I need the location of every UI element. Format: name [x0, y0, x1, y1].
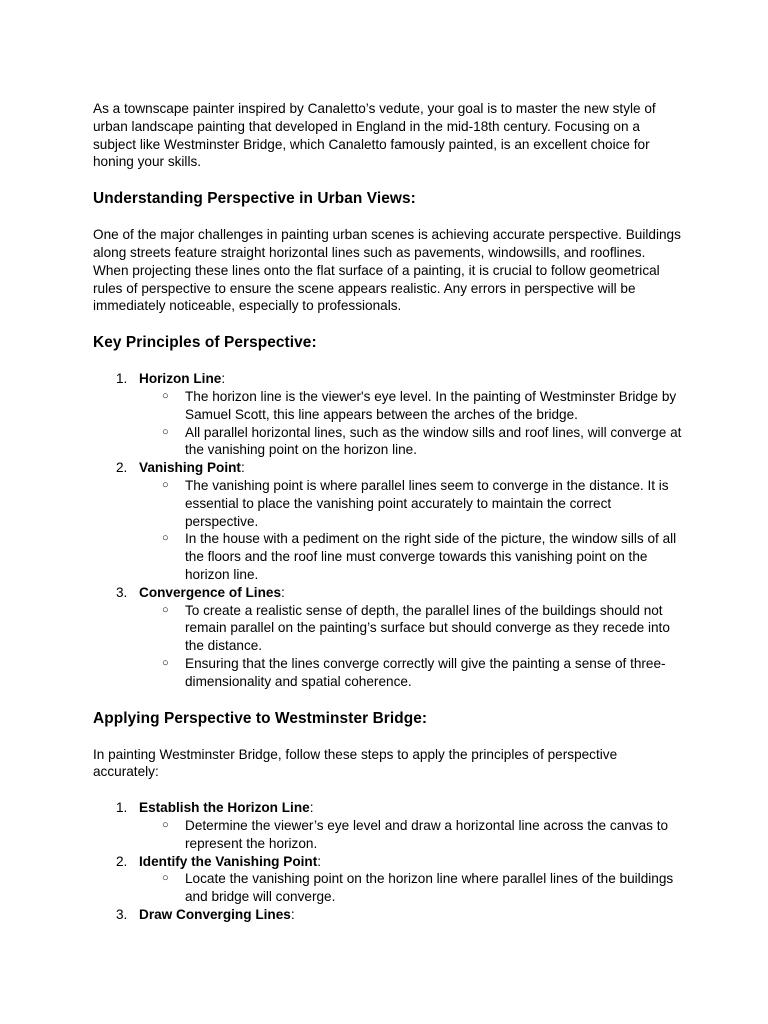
- sub-list: [139, 817, 683, 853]
- sub-list-item: ○ Determine the viewer’s eye level and draw a horizontal line across the canvas to represent the horizon.: [162, 817, 669, 851]
- document-page: [93, 100, 683, 924]
- list-number: 2.: [116, 853, 128, 869]
- hollow-bullet-icon: ○: [162, 656, 169, 669]
- applying-steps-list: [93, 799, 683, 924]
- sub-list: [139, 870, 683, 906]
- list-item-title: Vanishing Point: [139, 460, 241, 476]
- sub-list-item: ○ All parallel horizontal lines, such as the window sills and roof lines, will converge at the vanishing point on the horizon line.: [162, 424, 682, 458]
- list-number: 2.: [116, 460, 128, 476]
- section-paragraph-understanding-perspective: One of the major challenges in painting urban scenes is achieving accurate perspective. Buildings along streets feature straight horizontal lines such as pavements, windowsills, and rooflines. When projecting these lines onto the flat surface of a painting, it is crucial to follow geometrical rules of perspective to ensure the scene appears realistic. Any errors in perspective will be immediately noticeable, especially to professionals.: [93, 227, 681, 314]
- list-item-title: Establish the Horizon Line: [139, 800, 310, 816]
- sub-list: [139, 602, 683, 691]
- list-item-convergence-of-lines: 3. Convergence of Lines: ○ To create a realistic sense of depth, the parallel lines of the buildings should not remain parallel on the painting’s surface but should converge as they recede into the distance. ○ Ensuring that the lines converge correctly will give the painting a sense of three-dimensionality and spatial coherence.: [93, 584, 683, 691]
- intro-paragraph: As a townscape painter inspired by Canaletto’s vedute, your goal is to master the new style of urban landscape painting that developed in England in the mid-18th century. Focusing on a subject like Westminster Bridge, which Canaletto famously painted, is an excellent choice for honing your skills.: [93, 101, 656, 170]
- list-item-title: Horizon Line: [139, 371, 222, 387]
- list-item-vanishing-point: 2. Vanishing Point: ○ The vanishing point is where parallel lines seem to converge in the distance. It is essential to place the vanishing point accurately to maintain the correct perspective. ○ In the house with a pediment on the right side of the picture, the window sills of all the floors and the roof line must converge towards this vanishing point on the horizon line.: [93, 459, 683, 584]
- section-heading-key-principles: Key Principles of Perspective:: [93, 334, 317, 352]
- sub-list-item: ○ In the house with a pediment on the right side of the picture, the window sills of all the floors and the roof line must converge towards this vanishing point on the horizon line.: [162, 531, 677, 582]
- hollow-bullet-icon: ○: [162, 532, 169, 545]
- list-item-title: Identify the Vanishing Point: [139, 853, 318, 869]
- hollow-bullet-icon: ○: [162, 478, 169, 491]
- list-item-title: Convergence of Lines: [139, 584, 282, 600]
- hollow-bullet-icon: ○: [162, 389, 169, 402]
- list-number: 3.: [116, 584, 128, 600]
- sub-list-item: ○ To create a realistic sense of depth, the parallel lines of the buildings should not remain parallel on the painting’s surface but should converge as they recede into the distance.: [162, 602, 670, 654]
- section-paragraph-applying-perspective: In painting Westminster Bridge, follow these steps to apply the principles of perspective accurately:: [93, 746, 618, 780]
- sub-list-item: ○ Ensuring that the lines converge correctly will give the painting a sense of three-dimensionality and spatial coherence.: [162, 655, 666, 689]
- key-principles-list: [93, 370, 683, 690]
- list-number: 1.: [116, 800, 128, 816]
- hollow-bullet-icon: ○: [162, 872, 169, 885]
- sub-list: [139, 477, 683, 584]
- list-item-establish-horizon: 1. Establish the Horizon Line: ○ Determine the viewer’s eye level and draw a horizontal line across the canvas to represent the horizon.: [93, 799, 683, 852]
- sub-list-item: ○ The horizon line is the viewer's eye level. In the painting of Westminster Bridge by Samuel Scott, this line appears between the arches of the bridge.: [162, 388, 677, 422]
- list-item-draw-converging-lines: 3. Draw Converging Lines:: [116, 906, 295, 922]
- hollow-bullet-icon: ○: [162, 425, 169, 438]
- list-item-title: Draw Converging Lines: [139, 906, 291, 922]
- list-item-identify-vanishing-point: 2. Identify the Vanishing Point: ○ Locate the vanishing point on the horizon line where parallel lines of the buildings and bridge will converge.: [93, 853, 683, 906]
- sub-list-item: ○ Locate the vanishing point on the horizon line where parallel lines of the buildings and bridge will converge.: [162, 871, 674, 905]
- hollow-bullet-icon: ○: [162, 818, 169, 831]
- section-heading-applying-perspective: Applying Perspective to Westminster Bridge:: [93, 709, 428, 727]
- sub-list: [139, 388, 683, 459]
- list-number: 3.: [116, 906, 128, 922]
- section-heading-understanding-perspective: Understanding Perspective in Urban Views:: [93, 190, 416, 208]
- hollow-bullet-icon: ○: [162, 603, 169, 616]
- list-number: 1.: [116, 371, 128, 387]
- sub-list-item: ○ The vanishing point is where parallel lines seem to converge in the distance. It is essential to place the vanishing point accurately to maintain the correct perspective.: [162, 477, 669, 529]
- list-item-horizon-line: 1. Horizon Line: ○ The horizon line is the viewer's eye level. In the painting of Westminster Bridge by Samuel Scott, this line appears between the arches of the bridge. ○ All parallel horizontal lines, such as the window sills and roof lines, will converge at the vanishing point on the horizon line.: [116, 371, 682, 458]
